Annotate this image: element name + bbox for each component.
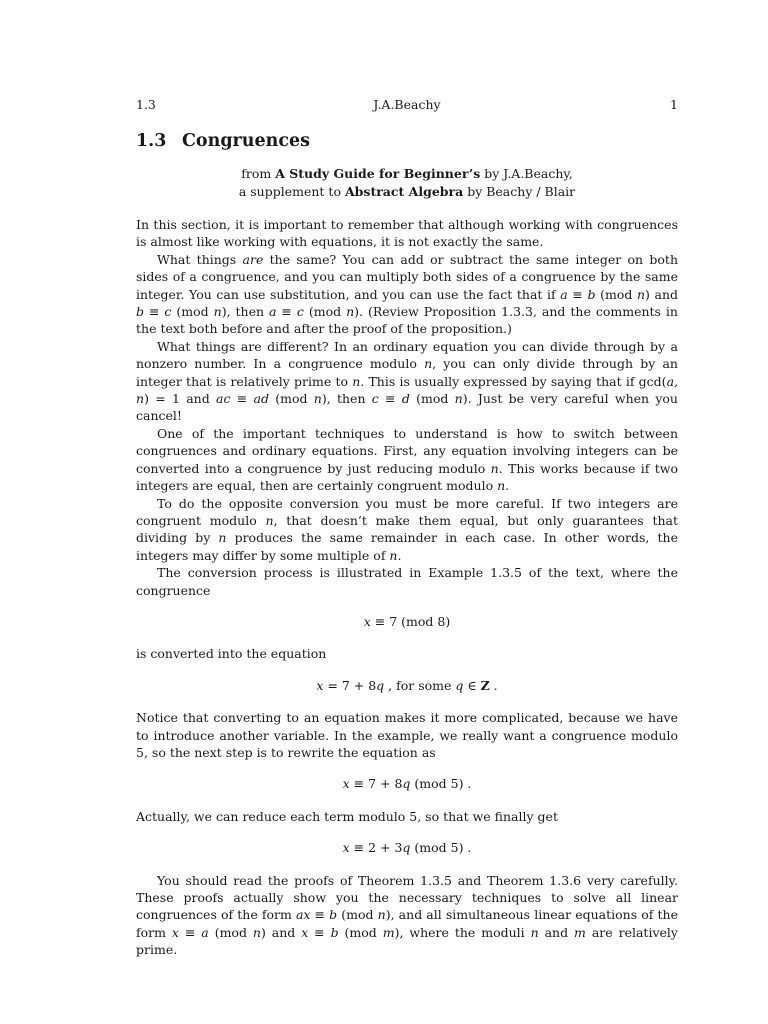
display-congruence-3: x ≡ 7 + 8q (mod 5) . (342, 776, 472, 792)
source-line-2: a supplement to Abstract Algebra by Beachy / Blair (238, 184, 576, 199)
book-title: A Study Guide for Beginner’s (275, 166, 481, 181)
paragraph-4: One of the important techniques to understand is how to switch between congruences and ordinary equations. First, any equation involving integers can be converted into a congruence by just reducing modulo n. This works because if two integers are equal, then are certainly congruent modulo n. (136, 425, 678, 494)
paragraph-1: In this section, it is important to remember that although working with congruences is almost like working with equations, it is not exactly the same. (136, 217, 678, 250)
paragraph-6: The conversion process is illustrated in Example 1.3.5 of the text, where the congruence (136, 565, 678, 598)
paragraph-2: What things are the same? You can add or subtract the same integer on both sides of a congruence, and you can multiply both sides of a congruence by the same integer. You can use substitution, and you can use the fact that if a ≡ b (mod n) and b ≡ c (mod n), then a ≡ c (mod n). (Review Proposition 1.3.3, and the comments in the text both before and after the proof of the proposition.) (136, 251, 678, 337)
source-note (136, 165, 678, 201)
running-header (136, 96, 678, 114)
paragraph-5: To do the opposite conversion you must be more careful. If two integers are congruent modulo n, that doesn’t make them equal, but only guarantees that dividing by n produces the same remainder in each case. In other words, the integers may differ by some multiple of n. (136, 495, 678, 563)
textbook-title: Abstract Algebra (344, 184, 464, 199)
paragraph-7: is converted into the equation (136, 646, 327, 662)
display-congruence-4: x ≡ 2 + 3q (mod 5) . (342, 840, 472, 856)
paragraph-10: You should read the proofs of Theorem 1.3.5 and Theorem 1.3.6 very carefully. These proofs actually show you the necessary techniques to solve all linear congruences of the form ax ≡ b (mod n), and all simultaneous linear equations of the form x ≡ a (mod n) and x ≡ b (mod m), where the moduli n and m are relatively prime. (136, 872, 678, 958)
body-text (136, 216, 678, 959)
header-page-number: 1 (670, 97, 678, 112)
display-equation-2: x = 7 + 8q , for some q ∈ Z . (316, 677, 498, 693)
paragraph-3: What things are different? In an ordinary equation you can divide through by a nonzero number. In a congruence modulo n, you can only divide through by an integer that is relatively prime to n. This is usually expressed by saying that if gcd(a, n) = 1 and ac ≡ ad (mod n), then c ≡ d (mod n). Just be very careful when you cancel! (136, 338, 678, 424)
source-line-1: from A Study Guide for Beginner’s by J.A.Beachy, (241, 166, 573, 181)
paragraph-8: Notice that converting to an equation makes it more complicated, because we have to introduce another variable. In the example, we really want a congruence modulo 5, so the next step is to rewrite the equation as (136, 710, 678, 760)
section-heading (136, 130, 310, 152)
display-congruence-1: x ≡ 7 (mod 8) (363, 613, 451, 629)
header-author: J.A.Beachy (373, 97, 441, 112)
paragraph-9: Actually, we can reduce each term modulo 5, so that we finally get (136, 808, 558, 824)
header-section-number: 1.3 (136, 97, 156, 112)
section-title: Congruences (182, 131, 311, 151)
section-number: 1.3 (136, 131, 167, 151)
